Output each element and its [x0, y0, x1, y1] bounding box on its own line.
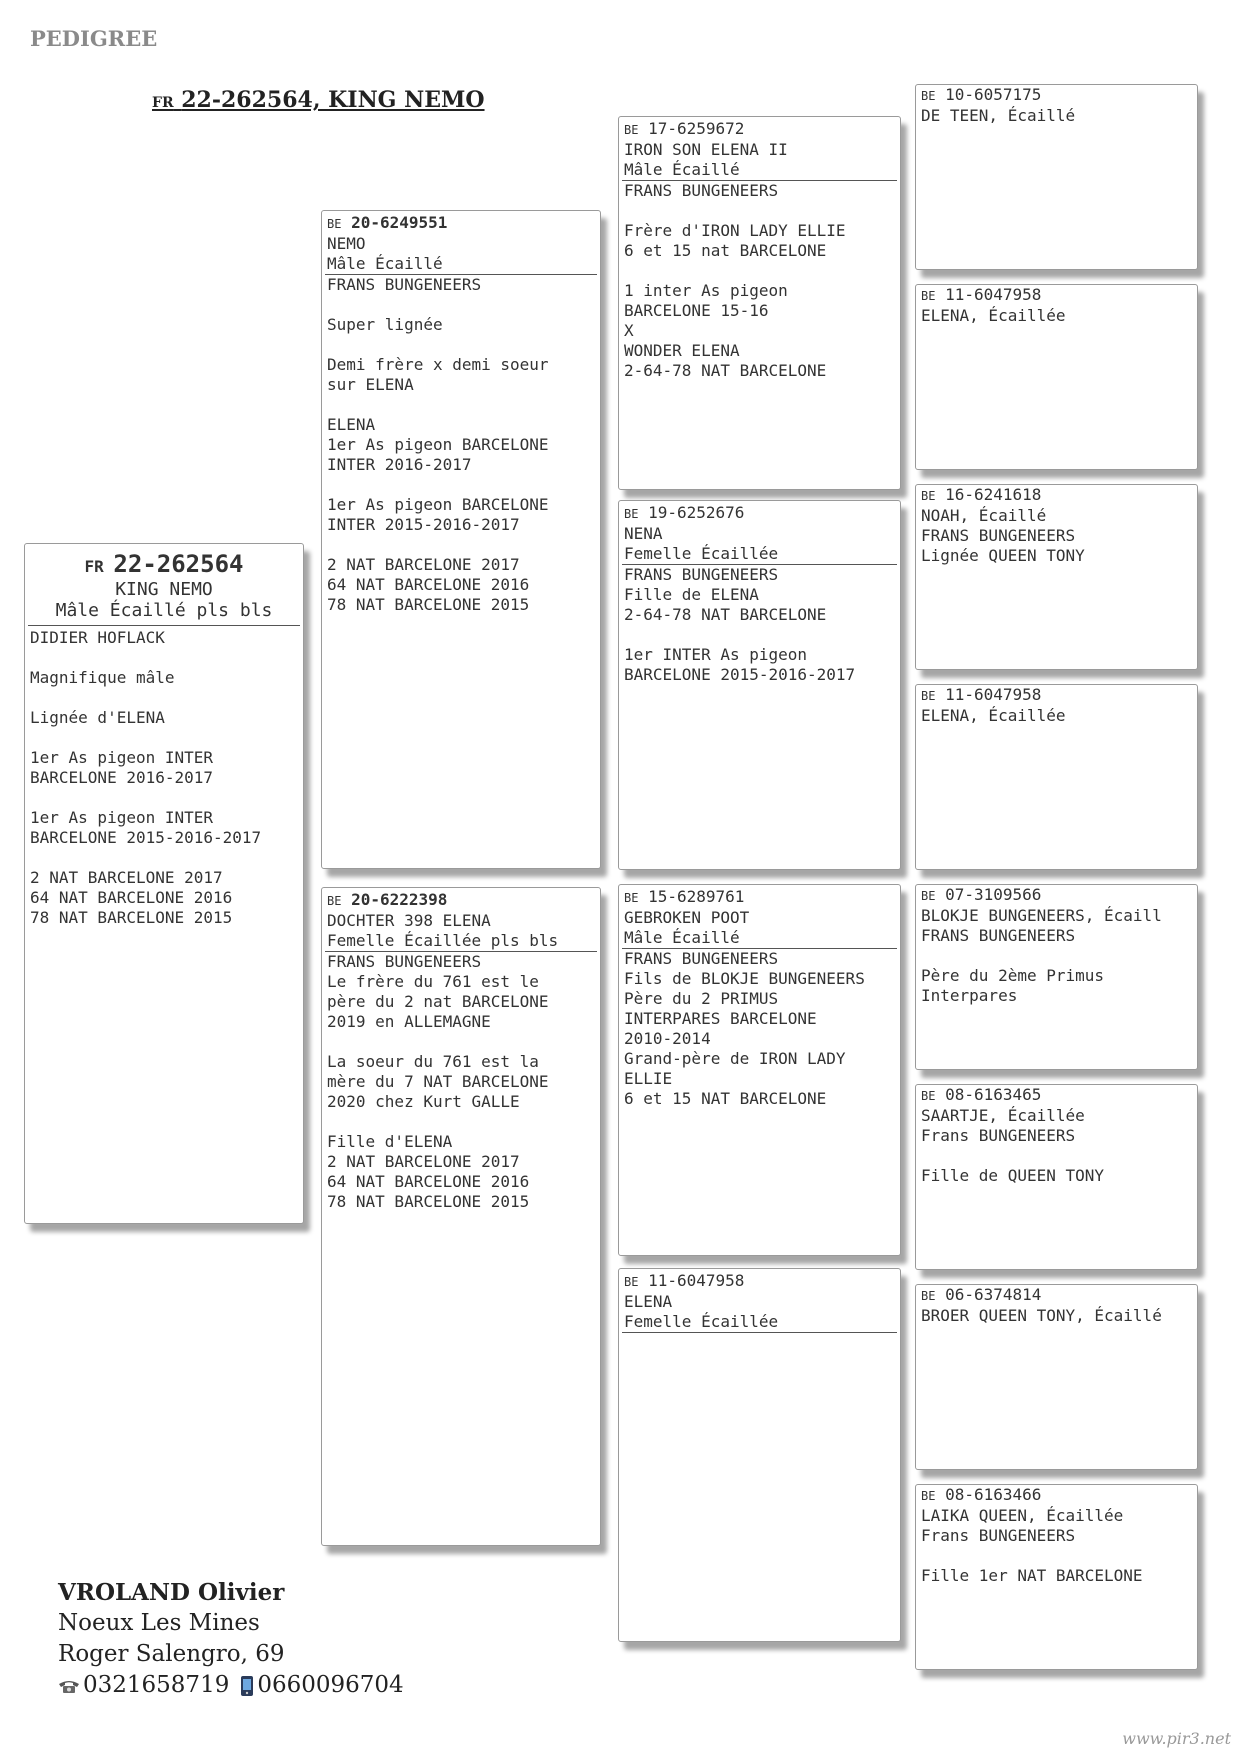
owner-name: VROLAND Olivier [58, 1579, 285, 1606]
page-header: PEDIGREE [30, 26, 158, 51]
dam-ring-prefix: BE [327, 894, 342, 908]
ring-prefix: BE [921, 289, 936, 303]
subject-sex: Mâle Écaillé pls bls [55, 600, 273, 621]
great-grandparent-ring [921, 685, 1193, 706]
great-grandparent-notes: LAIKA QUEEN, Écaillée Frans BUNGENEERS Fille 1er NAT BARCELONE [921, 1506, 1143, 1585]
subject-notes: DIDIER HOFLACK Magnifique mâle Lignée d'ELENA 1er As pigeon INTER BARCELONE 2016-2017 1er As pigeon INTER BARCELONE 2015-2016-2017 2 NAT BARCELONE 2017 64 NAT BARCELONE 2016 78 NAT BARCELONE 2015 [30, 628, 262, 927]
ring-prefix: BE [921, 1289, 936, 1303]
grandsire-paternal-sex: Mâle Écaillé [624, 160, 740, 179]
grandsire-maternal-sex: Mâle Écaillé [624, 928, 740, 947]
ring-number: 06-6374814 [945, 1285, 1042, 1304]
dam-card [321, 887, 601, 1546]
ring-number: 08-6163465 [945, 1085, 1042, 1104]
ring-prefix: BE [921, 889, 936, 903]
grandsire-paternal-notes: FRANS BUNGENEERS Frère d'IRON LADY ELLIE 6 et 15 nat BARCELONE 1 inter As pigeon BARCELONE 15-16 X WONDER ELENA 2-64-78 NAT BARCELONE [624, 181, 846, 380]
dam-name: DOCHTER 398 ELENA [327, 911, 491, 930]
great-grandparent-notes: BROER QUEEN TONY, Écaillé [921, 1306, 1162, 1325]
great-grandparent-notes: DE TEEN, Écaillé [921, 106, 1076, 125]
grandsire-paternal-card [618, 116, 901, 490]
subject-card [24, 543, 304, 1224]
footer-site[interactable]: www.pir3.net [1122, 1729, 1231, 1748]
granddam-paternal-notes: FRANS BUNGENEERS Fille de ELENA 2-64-78 NAT BARCELONE 1er INTER As pigeon BARCELONE 2015-2016-2017 [624, 565, 856, 684]
owner-phones [58, 1670, 404, 1701]
ring-number: 10-6057175 [945, 85, 1042, 104]
great-grandparent-1-card [915, 84, 1198, 270]
granddam-maternal-ring [624, 1271, 896, 1292]
ring-number: 17-6259672 [648, 119, 745, 138]
owner-mobile[interactable]: 0660096704 [257, 1672, 404, 1698]
great-grandparent-6-card [915, 1084, 1198, 1270]
sire-notes: FRANS BUNGENEERS Super lignée Demi frère x demi soeur sur ELENA ELENA 1er As pigeon BARCELONE INTER 2016-2017 1er As pigeon BARCELONE INTER 2015-2016-2017 2 NAT BARCELONE 2017 64 NAT BARCELONE 2016 78 NAT BARCELONE 2015 [327, 275, 549, 614]
great-grandparent-notes: SAARTJE, Écaillée Frans BUNGENEERS Fille de QUEEN TONY [921, 1106, 1105, 1185]
subject-ring-number: 22-262564 [113, 550, 244, 578]
owner-block [58, 1577, 404, 1701]
granddam-paternal-name: NENA [624, 524, 663, 543]
owner-phone[interactable]: 0321658719 [83, 1672, 230, 1698]
granddam-maternal-card [618, 1268, 901, 1642]
sire-card [321, 210, 601, 869]
great-grandparent-ring [921, 1485, 1193, 1506]
great-grandparent-notes: ELENA, Écaillée [921, 306, 1066, 325]
great-grandparent-3-card [915, 484, 1198, 670]
great-grandparent-5-card [915, 884, 1198, 1070]
great-grandparent-ring [921, 885, 1193, 906]
granddam-paternal-card [618, 500, 901, 870]
ring-number: 16-6241618 [945, 485, 1042, 504]
ring-prefix: BE [624, 507, 639, 521]
great-grandparent-ring [921, 1085, 1193, 1106]
granddam-maternal-sex: Femelle Écaillée [624, 1312, 779, 1331]
owner-street: Roger Salengro, 69 [58, 1641, 285, 1667]
telephone-icon [58, 1678, 80, 1694]
ring-number: 15-6289761 [648, 887, 745, 906]
grandsire-paternal-name: IRON SON ELENA II [624, 140, 788, 159]
subject-ring [29, 552, 299, 579]
subject-name: KING NEMO [115, 579, 213, 600]
grandsire-maternal-card [618, 884, 901, 1256]
great-grandparent-notes: NOAH, Écaillé FRANS BUNGENEERS Lignée QUEEN TONY [921, 506, 1085, 565]
dam-ring [327, 890, 596, 911]
ring-prefix: BE [921, 689, 936, 703]
sire-ring-prefix: BE [327, 217, 342, 231]
sire-sex: Mâle Écaillé [327, 254, 443, 273]
granddam-paternal-ring [624, 503, 896, 524]
grandsire-maternal-name: GEBROKEN POOT [624, 908, 750, 927]
grandsire-maternal-notes: FRANS BUNGENEERS Fils de BLOKJE BUNGENEERS Père du 2 PRIMUS INTERPARES BARCELONE 2010-2014 Grand-père de IRON LADY ELLIE 6 et 15 NAT BARCELONE [624, 949, 865, 1108]
great-grandparent-8-card [915, 1484, 1198, 1670]
great-grandparent-ring [921, 85, 1193, 106]
ring-number: 11-6047958 [945, 285, 1042, 304]
great-grandparent-notes: ELENA, Écaillée [921, 706, 1066, 725]
great-grandparent-ring [921, 1285, 1193, 1306]
ring-number: 19-6252676 [648, 503, 745, 522]
ring-prefix: BE [921, 1089, 936, 1103]
granddam-maternal-name: ELENA [624, 1292, 673, 1311]
sire-ring [327, 213, 596, 234]
ring-prefix: BE [624, 123, 639, 137]
dam-sex: Femelle Écaillée pls bls [327, 931, 559, 950]
great-grandparent-2-card [915, 284, 1198, 470]
grandsire-paternal-ring [624, 119, 896, 140]
great-grandparent-notes: BLOKJE BUNGENEERS, Écaill FRANS BUNGENEERS Père du 2ème Primus Interpares [921, 906, 1162, 1005]
great-grandparent-7-card [915, 1284, 1198, 1470]
ring-prefix: BE [921, 1489, 936, 1503]
great-grandparent-4-card [915, 684, 1198, 870]
ring-prefix: BE [624, 1275, 639, 1289]
main-title-text: 22-262564, KING NEMO [181, 87, 485, 113]
great-grandparent-ring [921, 485, 1193, 506]
dam-notes: FRANS BUNGENEERS Le frère du 761 est le père du 2 nat BARCELONE 2019 en ALLEMAGNE La soeur du 761 est la mère du 7 NAT BARCELONE 2020 chez Kurt GALLE Fille d'ELENA 2 NAT BARCELONE 2017 64 NAT BARCELONE 2016 78 NAT BARCELONE 2015 [327, 952, 549, 1211]
sire-name: NEMO [327, 234, 366, 253]
sire-ring-number: 20-6249551 [351, 213, 448, 232]
ring-prefix: BE [921, 489, 936, 503]
divider [622, 1332, 897, 1333]
ring-prefix: BE [624, 891, 639, 905]
great-grandparent-ring [921, 285, 1193, 306]
main-title-prefix: FR [152, 95, 174, 111]
ring-number: 11-6047958 [648, 1271, 745, 1290]
ring-prefix: BE [921, 89, 936, 103]
main-title [152, 87, 485, 113]
owner-city: Noeux Les Mines [58, 1610, 260, 1636]
subject-ring-prefix: FR [84, 557, 104, 576]
mobile-phone-icon [240, 1675, 254, 1697]
ring-number: 08-6163466 [945, 1485, 1042, 1504]
grandsire-maternal-ring [624, 887, 896, 908]
ring-number: 11-6047958 [945, 685, 1042, 704]
dam-ring-number: 20-6222398 [351, 890, 448, 909]
granddam-paternal-sex: Femelle Écaillée [624, 544, 779, 563]
ring-number: 07-3109566 [945, 885, 1042, 904]
